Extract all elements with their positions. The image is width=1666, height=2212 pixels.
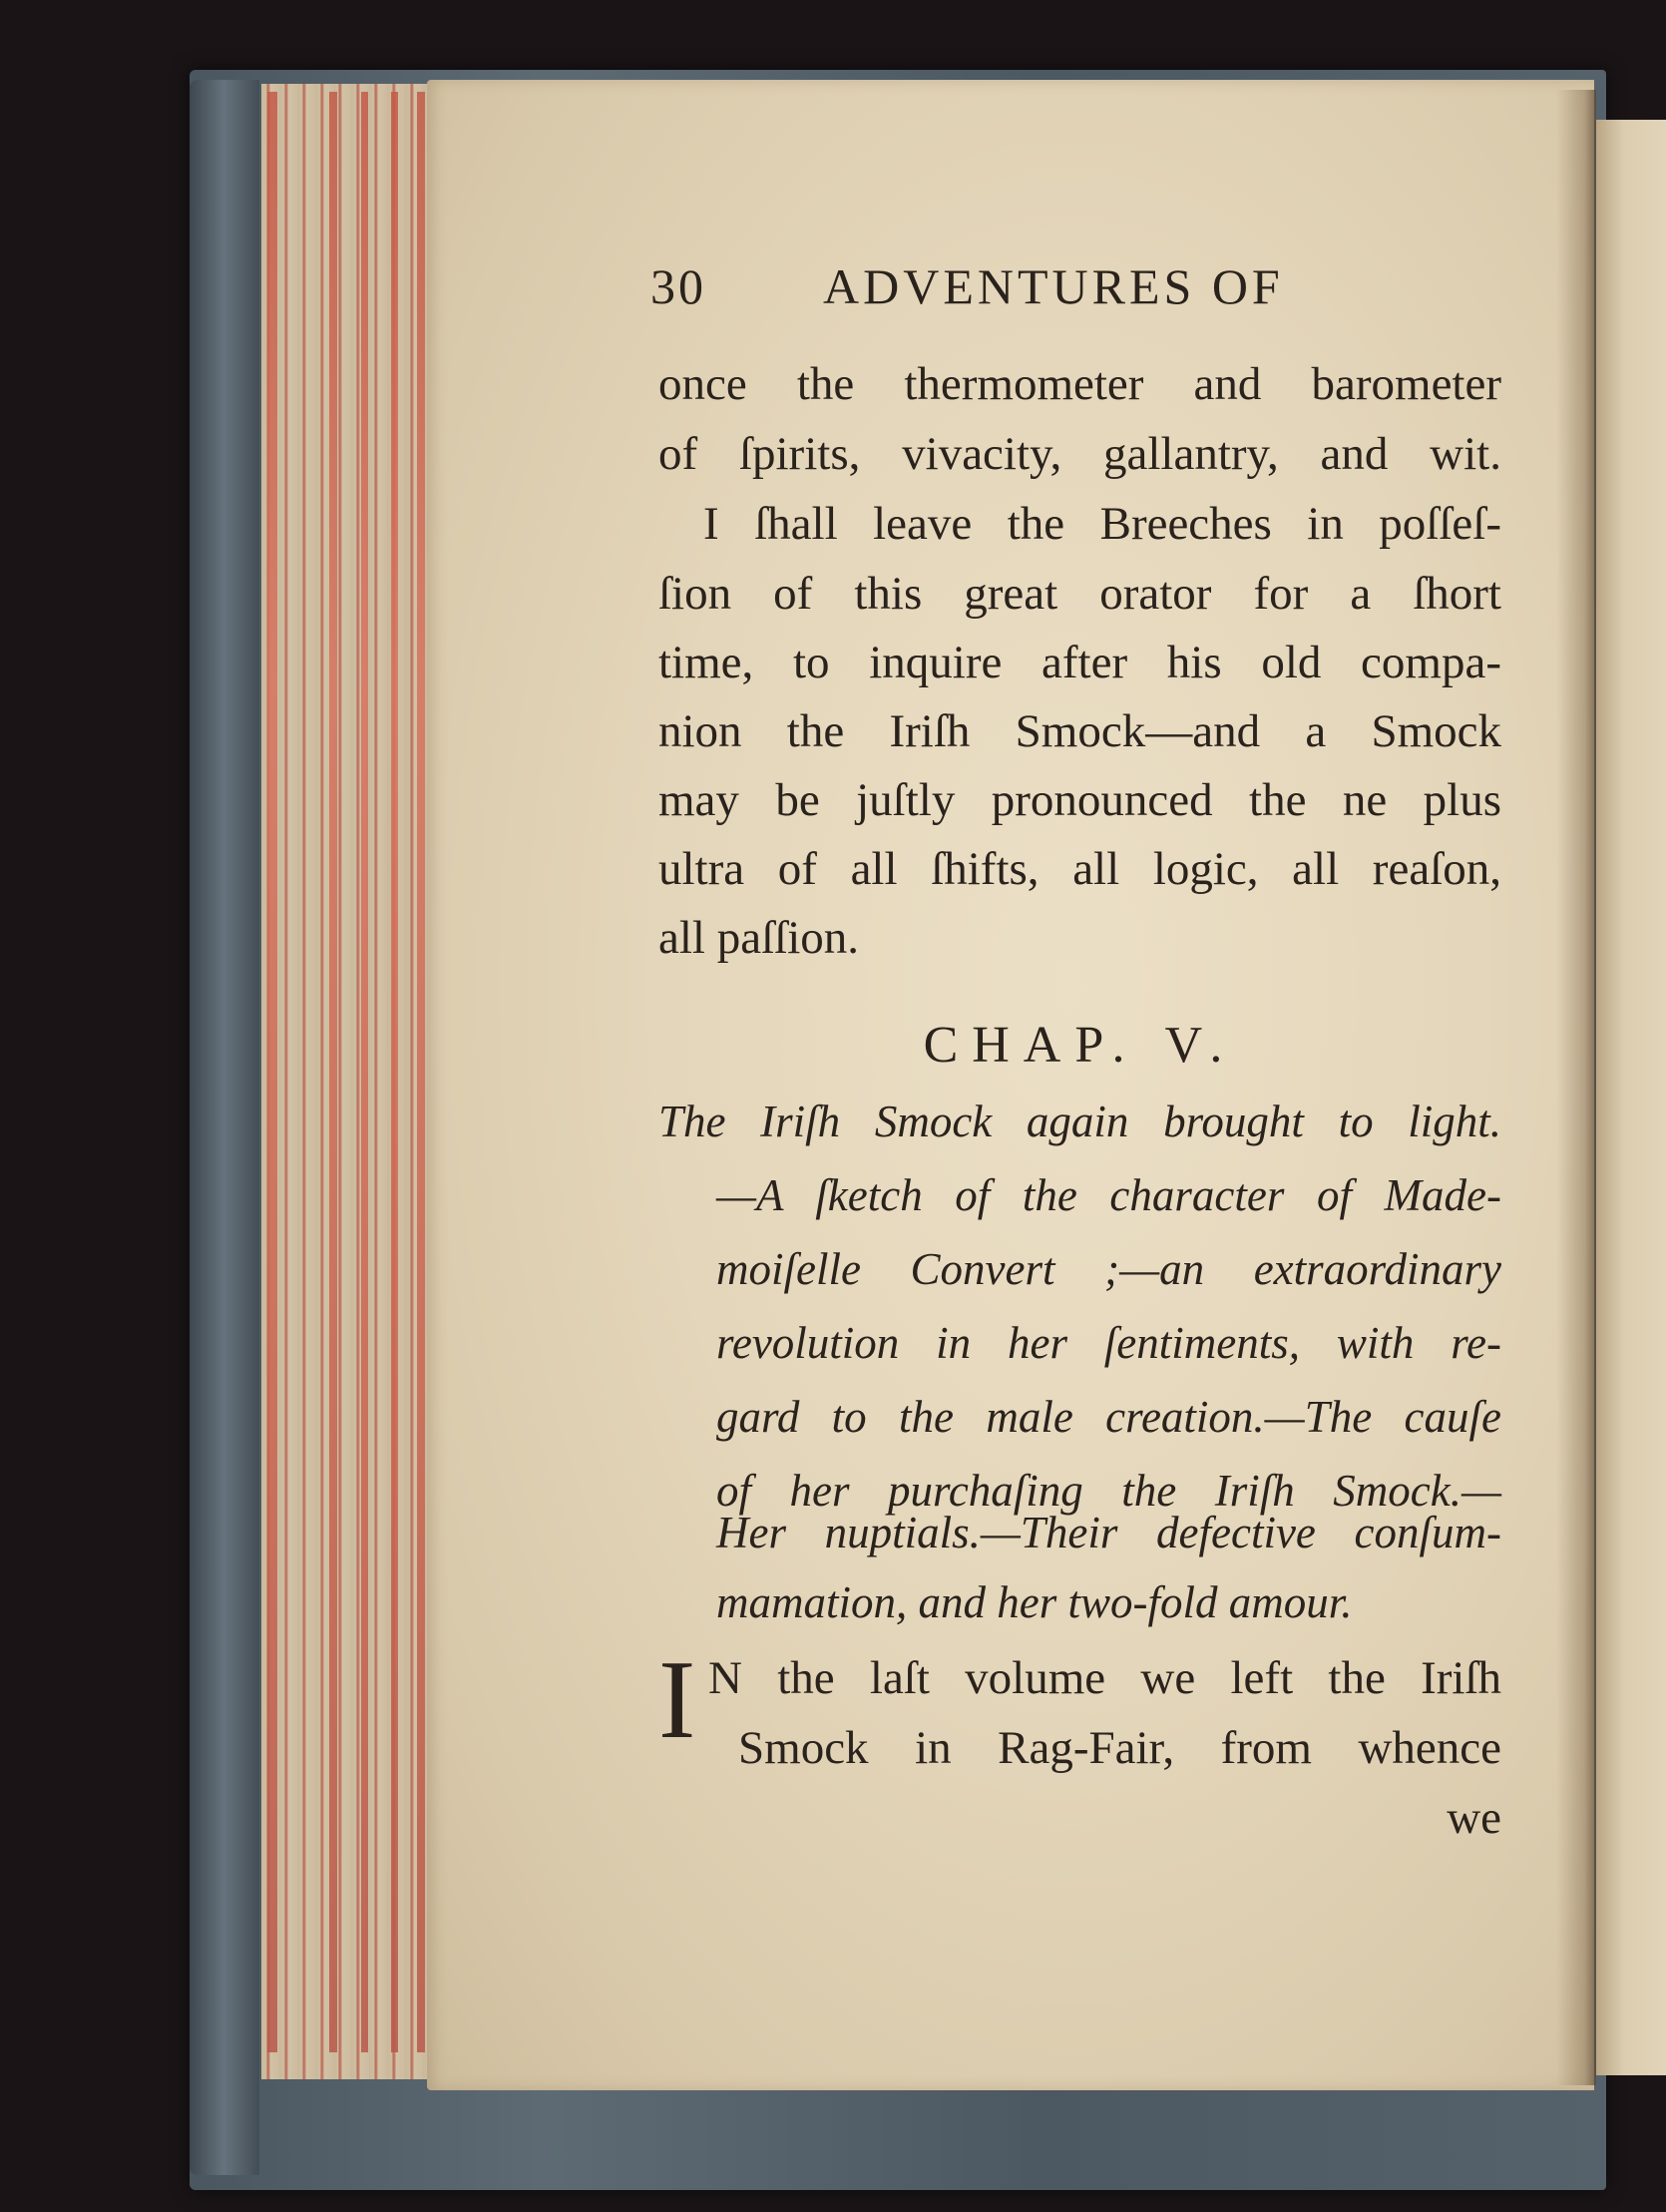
page-gutter	[1556, 90, 1596, 2085]
text-line: N the laſt volume we left the Iriſh	[708, 1652, 1501, 1704]
text-line: Smock in Rag-Fair, from whence	[738, 1722, 1501, 1774]
chapter-heading: CHAP. V.	[923, 1017, 1237, 1074]
text-line: once the thermometer and barometer	[658, 358, 1501, 410]
red-page-edge	[267, 92, 277, 2052]
red-page-edge	[417, 92, 425, 2052]
facing-page	[1596, 120, 1666, 2075]
red-page-edge	[329, 92, 337, 2052]
chapter-summary-line: mamation, and her two-fold amour.	[716, 1577, 1353, 1627]
running-head: ADVENTURES OF	[823, 258, 1284, 314]
page-number: 30	[650, 258, 706, 314]
red-page-edge	[391, 92, 398, 2052]
chapter-summary-line: The Iriſh Smock again brought to light.	[658, 1097, 1501, 1146]
chapter-summary-line: gard to the male creation.—The cauſe	[716, 1392, 1501, 1442]
chapter-summary-line: moiſelle Convert ;—an extraordinary	[716, 1244, 1501, 1294]
chapter-summary-line: Her nuptials.—Their defective conſum-	[716, 1508, 1501, 1557]
chapter-summary-line: —A ſketch of the character of Made-	[716, 1170, 1501, 1220]
chapter-summary-line: of her purchaſing the Iriſh Smock.—	[716, 1466, 1501, 1516]
book-spine-edge	[190, 80, 259, 2175]
text-line: ſion of this great orator for a ſhort	[658, 568, 1501, 620]
catchword: we	[1447, 1792, 1501, 1844]
text-line: all paſſion.	[658, 912, 860, 964]
red-page-edge	[361, 92, 368, 2052]
text-line: I ſhall leave the Breeches in poſſeſ-	[703, 498, 1501, 550]
text-line: ultra of all ſhifts, all logic, all reaſon,	[658, 843, 1501, 895]
chapter-summary-line: revolution in her ſentiments, with re-	[716, 1318, 1501, 1368]
text-line: nion the Iriſh Smock—and a Smock	[658, 705, 1501, 757]
text-line: may be juſtly pronounced the ne plus	[658, 774, 1501, 826]
text-line: time, to inquire after his old compa-	[658, 637, 1501, 688]
text-line: of ſpirits, vivacity, gallantry, and wit.	[658, 428, 1501, 480]
drop-cap: I	[658, 1638, 696, 1762]
